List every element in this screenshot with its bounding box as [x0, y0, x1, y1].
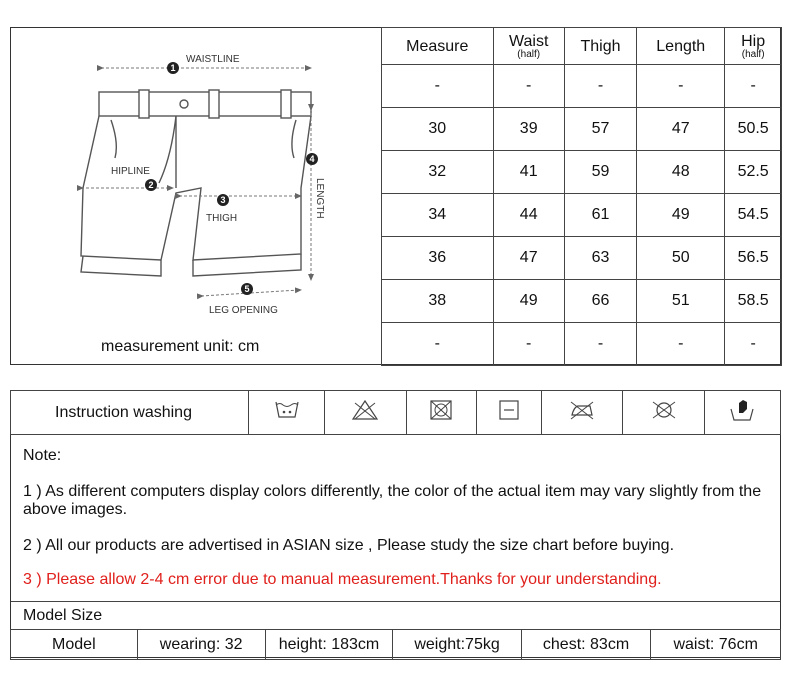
cell: 39	[493, 108, 564, 151]
model-label-cell: Model	[11, 630, 138, 660]
cell: 61	[564, 194, 636, 237]
header-measure: Measure	[382, 28, 494, 65]
table-row	[382, 65, 782, 108]
note-item-2: 2 ) All our products are advertised in ASIAN size , Please study the size chart before buying.	[23, 537, 675, 554]
table-row	[382, 280, 782, 323]
cell: -	[493, 65, 564, 108]
cell: -	[382, 323, 494, 366]
table-row	[11, 630, 781, 660]
washing-instructions-row	[10, 390, 781, 435]
cell: 58.5	[725, 280, 782, 323]
cell: -	[637, 65, 725, 108]
table-row	[382, 194, 782, 237]
leg-opening-label: LEG OPENING	[209, 305, 278, 316]
cell: -	[382, 65, 494, 108]
marker-1: 1	[170, 63, 176, 73]
cell: 50.5	[725, 108, 782, 151]
cell: 50	[637, 237, 725, 280]
cell: 47	[493, 237, 564, 280]
size-table	[381, 27, 782, 366]
cell: 66	[564, 280, 636, 323]
cell: 54.5	[725, 194, 782, 237]
cell: 38	[382, 280, 494, 323]
cell: 51	[637, 280, 725, 323]
header-thigh: Thigh	[564, 28, 636, 65]
no-dry-clean-icon	[623, 391, 705, 435]
measurement-unit-label: measurement unit: cm	[101, 338, 260, 355]
cell: -	[564, 323, 636, 366]
no-tumble-dry-icon	[406, 391, 476, 435]
hand-wash-icon	[704, 391, 780, 435]
cell: 49	[637, 194, 725, 237]
cell: 59	[564, 151, 636, 194]
model-wearing-cell: wearing: 32	[137, 630, 265, 660]
cell: 49	[493, 280, 564, 323]
model-info-table	[10, 629, 781, 660]
note-item-3: 3 ) Please allow 2-4 cm error due to manual measurement.Thanks for your understanding.	[23, 571, 662, 588]
shorts-diagram	[11, 28, 381, 364]
marker-2: 2	[148, 180, 154, 190]
cell: 34	[382, 194, 494, 237]
table-row	[382, 323, 782, 366]
cell: -	[493, 323, 564, 366]
shorts-illustration	[11, 28, 381, 328]
cell: 30	[382, 108, 494, 151]
cell: 56.5	[725, 237, 782, 280]
marker-5: 5	[244, 284, 250, 294]
cell: 48	[637, 151, 725, 194]
model-waist-cell: waist: 76cm	[651, 630, 781, 660]
cell: 32	[382, 151, 494, 194]
cell: -	[725, 65, 782, 108]
hipline-label: HIPLINE	[111, 166, 150, 177]
table-row	[382, 237, 782, 280]
table-row	[382, 151, 782, 194]
thigh-label: THIGH	[206, 213, 238, 224]
marker-3: 3	[220, 195, 226, 205]
marker-4: 4	[309, 154, 315, 164]
model-height-cell: height: 183cm	[265, 630, 393, 660]
cell: 44	[493, 194, 564, 237]
no-iron-icon	[541, 391, 623, 435]
cell: 47	[637, 108, 725, 151]
header-waist: Waist (half)	[493, 28, 564, 65]
header-length: Length	[637, 28, 725, 65]
cell: 57	[564, 108, 636, 151]
dry-flat-icon	[476, 391, 541, 435]
cell: -	[564, 65, 636, 108]
note-item-1: 1 ) As different computers display colors differently, the color of the actual item may vary slightly from the above images.	[23, 483, 762, 518]
care-notes-section	[10, 390, 781, 658]
cell: 52.5	[725, 151, 782, 194]
cell: -	[725, 323, 782, 366]
size-chart-section	[10, 27, 781, 365]
table-header-row	[382, 28, 782, 65]
model-chest-cell: chest: 83cm	[521, 630, 651, 660]
no-bleach-icon	[325, 391, 407, 435]
header-hip: Hip (half)	[725, 28, 782, 65]
cell: -	[637, 323, 725, 366]
note-title: Note:	[23, 447, 62, 464]
cell: 41	[493, 151, 564, 194]
cell: 63	[564, 237, 636, 280]
notes-area	[11, 434, 780, 602]
model-size-label: Model Size	[23, 607, 103, 624]
cell: 36	[382, 237, 494, 280]
model-size-header	[11, 601, 780, 631]
length-label: LENGTH	[314, 178, 325, 219]
model-weight-cell: weight:75kg	[393, 630, 521, 660]
table-row	[382, 108, 782, 151]
waistline-label: WAISTLINE	[186, 54, 240, 65]
wash-30-icon	[249, 391, 325, 435]
washing-instructions-label: Instruction washing	[11, 391, 249, 435]
